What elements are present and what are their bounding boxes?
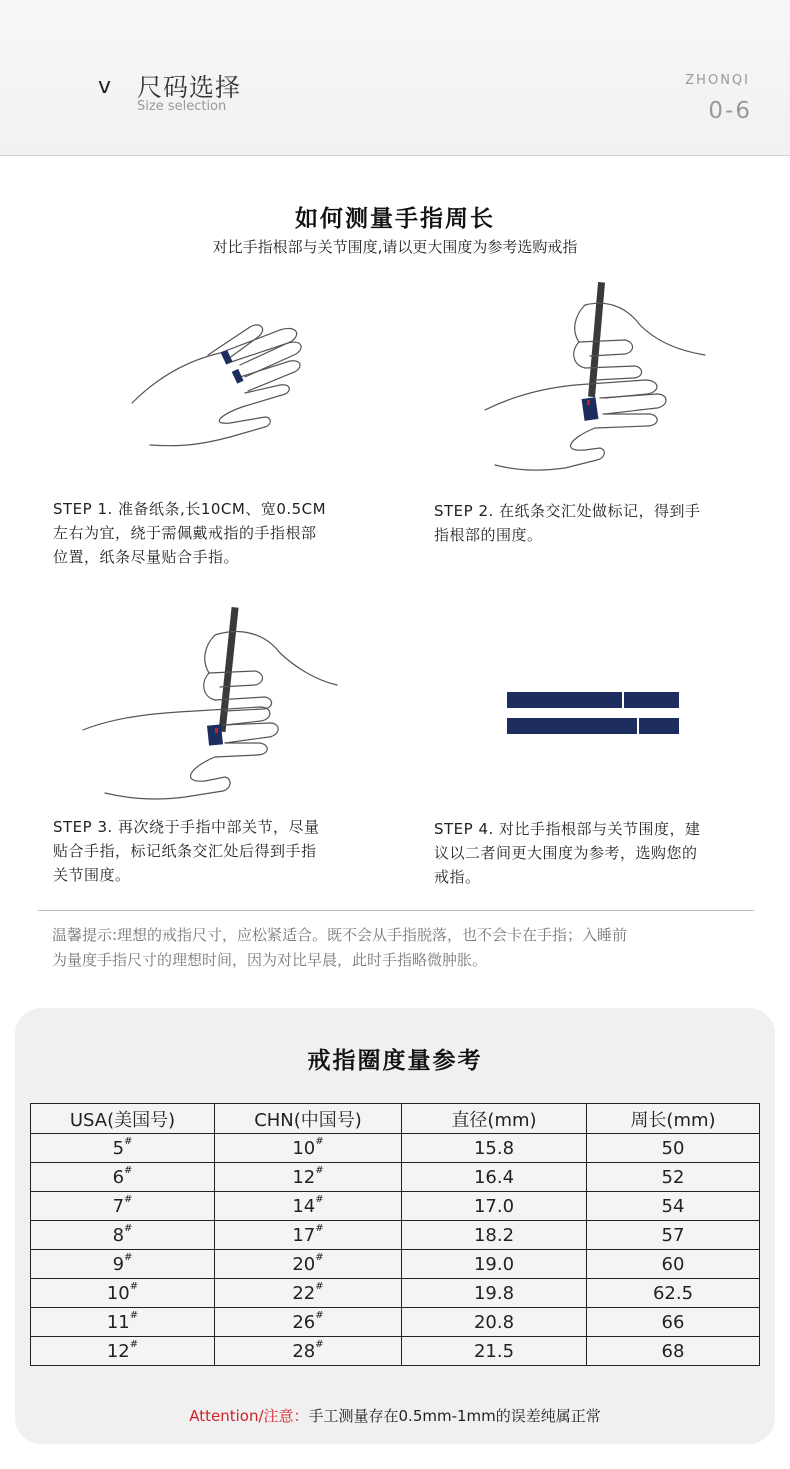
- chn-size-cell: [215, 1192, 402, 1221]
- cell-value: 20.8: [473, 1311, 515, 1333]
- header-chn: CHN(中国号): [215, 1104, 402, 1134]
- marking-knuckle-illustration: [75, 605, 345, 805]
- chn-size-cell: [215, 1134, 402, 1163]
- cell-value: 22: [292, 1282, 316, 1304]
- diameter-cell: [402, 1163, 587, 1192]
- cell-value: 52: [661, 1166, 685, 1188]
- size-mark: #: [315, 1309, 324, 1321]
- section-divider: [38, 910, 754, 911]
- size-mark: #: [129, 1309, 139, 1321]
- step-4-text: [434, 817, 764, 889]
- table-row: [31, 1163, 760, 1192]
- step-3-line-2: 贴合手指，标记纸条交汇处后得到手指: [53, 842, 317, 860]
- circumference-cell: [587, 1279, 760, 1308]
- circumference-cell: [587, 1250, 760, 1279]
- cell-value: 15.8: [473, 1137, 515, 1159]
- strip-knuckle-mark: [637, 718, 639, 734]
- table-row: [31, 1192, 760, 1221]
- chn-size-cell: [215, 1279, 402, 1308]
- step-3-line-1: STEP 3. 再次绕于手指中部关节，尽量: [53, 818, 320, 836]
- step-4-line-1: STEP 4. 对比手指根部与关节围度，建: [434, 820, 701, 838]
- cell-value: 50: [661, 1137, 685, 1159]
- measure-subtitle: 对比手指根部与关节围度,请以更大围度为参考选购戒指: [212, 238, 578, 256]
- section-number: 0-6: [708, 98, 752, 124]
- cell-value: 54: [661, 1195, 685, 1217]
- table-row: [31, 1337, 760, 1366]
- step-4-line-2: 议以二者间更大围度为参考，选购您的: [434, 844, 698, 862]
- circumference-cell: [587, 1337, 760, 1366]
- size-mark: #: [315, 1338, 324, 1350]
- measure-title: 如何测量手指周长: [295, 206, 495, 232]
- tip-line-1: 温馨提示:理想的戒指尺寸，应松紧适合。既不会从手指脱落，也不会卡在手指；入睡前: [52, 926, 628, 944]
- table-row: [31, 1308, 760, 1337]
- cell-value: 62.5: [652, 1282, 694, 1304]
- circumference-cell: [587, 1308, 760, 1337]
- page-title: 尺码选择: [137, 73, 242, 102]
- usa-size-cell: [31, 1250, 215, 1279]
- cell-value: 66: [661, 1311, 685, 1333]
- circumference-cell: [587, 1134, 760, 1163]
- header-usa: USA(美国号): [31, 1104, 215, 1134]
- step-1-line-1: STEP 1. 准备纸条,长10CM、宽0.5CM: [53, 500, 327, 518]
- cell-value: 19.8: [473, 1282, 515, 1304]
- usa-size-cell: [31, 1134, 215, 1163]
- tip-line-2: 为量度手指尺寸的理想时间，因为对比早晨，此时手指略微肿胀。: [52, 951, 488, 969]
- header-diameter: 直径(mm): [402, 1104, 587, 1134]
- size-mark: #: [124, 1135, 133, 1147]
- size-table: [30, 1103, 760, 1366]
- cell-value: 57: [661, 1224, 685, 1246]
- circumference-cell: [587, 1221, 760, 1250]
- step-2-line-2: 指根部的围度。: [434, 526, 543, 544]
- chn-size-cell: [215, 1163, 402, 1192]
- attention-label: Attention/注意：: [189, 1407, 309, 1425]
- size-mark: #: [124, 1164, 133, 1176]
- diameter-cell: [402, 1308, 587, 1337]
- usa-size-cell: [31, 1279, 215, 1308]
- step-3-line-3: 关节围度。: [53, 866, 131, 884]
- header-bar: [0, 0, 790, 156]
- cell-value: 20: [292, 1253, 316, 1275]
- cell-value: 5: [112, 1137, 125, 1159]
- size-mark: #: [315, 1251, 324, 1263]
- cell-value: 8: [112, 1224, 125, 1246]
- size-mark: #: [124, 1251, 133, 1263]
- diameter-cell: [402, 1337, 587, 1366]
- cell-value: 28: [292, 1340, 316, 1362]
- brand-name: ZHONQI: [685, 73, 750, 88]
- step-3-text: [53, 815, 393, 887]
- step-2-line-1: STEP 2. 在纸条交汇处做标记，得到手: [434, 502, 701, 520]
- size-table-title: 戒指圈度量参考: [307, 1048, 483, 1074]
- attention-note: [0, 1405, 790, 1426]
- usa-size-cell: [31, 1308, 215, 1337]
- cell-value: 14: [292, 1195, 316, 1217]
- circumference-cell: [587, 1163, 760, 1192]
- step-1-line-2: 左右为宜，绕于需佩戴戒指的手指根部: [53, 524, 317, 542]
- size-mark: #: [315, 1164, 324, 1176]
- cell-value: 17: [292, 1224, 316, 1246]
- size-mark: #: [315, 1193, 324, 1205]
- chn-size-cell: [215, 1308, 402, 1337]
- size-mark: #: [315, 1280, 324, 1292]
- usa-size-cell: [31, 1163, 215, 1192]
- diameter-cell: [402, 1250, 587, 1279]
- cell-value: 7: [112, 1195, 125, 1217]
- cell-value: 26: [292, 1311, 316, 1333]
- attention-text: 手工测量存在0.5mm-1mm的误差纯属正常: [308, 1407, 601, 1425]
- page-subtitle: Size selection: [137, 99, 227, 114]
- usa-size-cell: [31, 1221, 215, 1250]
- cell-value: 21.5: [473, 1340, 515, 1362]
- cell-value: 9: [112, 1253, 125, 1275]
- cell-value: 12: [292, 1166, 316, 1188]
- cell-value: 68: [661, 1340, 685, 1362]
- table-row: [31, 1279, 760, 1308]
- strip-base: [507, 692, 679, 708]
- cell-value: 10: [292, 1137, 316, 1159]
- size-mark: #: [129, 1280, 139, 1292]
- chn-size-cell: [215, 1337, 402, 1366]
- table-header-row: [31, 1104, 760, 1134]
- step-1-text: [53, 497, 383, 569]
- table-row: [31, 1221, 760, 1250]
- chn-size-cell: [215, 1221, 402, 1250]
- marking-base-illustration: [475, 280, 715, 475]
- strip-base-mark: [622, 692, 624, 708]
- chevron-down-icon[interactable]: v: [98, 74, 112, 99]
- cell-value: 6: [112, 1166, 125, 1188]
- diameter-cell: [402, 1134, 587, 1163]
- circumference-cell: [587, 1192, 760, 1221]
- size-mark: #: [315, 1135, 324, 1147]
- diameter-cell: [402, 1279, 587, 1308]
- step-4-line-3: 戒指。: [434, 868, 481, 886]
- size-mark: #: [124, 1222, 133, 1234]
- cell-value: 16.4: [473, 1166, 515, 1188]
- usa-size-cell: [31, 1192, 215, 1221]
- cell-value: 19.0: [473, 1253, 515, 1275]
- cell-value: 17.0: [473, 1195, 515, 1217]
- cell-value: 10: [106, 1282, 130, 1304]
- step-2-text: [434, 499, 764, 547]
- cell-value: 18.2: [473, 1224, 515, 1246]
- diameter-cell: [402, 1192, 587, 1221]
- diameter-cell: [402, 1221, 587, 1250]
- step-1-line-3: 位置，纸条尽量贴合手指。: [53, 548, 240, 566]
- usa-size-cell: [31, 1337, 215, 1366]
- compare-strips-illustration: [507, 692, 679, 734]
- tip-text: [52, 923, 742, 973]
- size-mark: #: [124, 1193, 133, 1205]
- header-circumference: 周长(mm): [587, 1104, 760, 1134]
- hand-strip-illustration: [120, 315, 320, 465]
- cell-value: 12: [106, 1340, 130, 1362]
- chn-size-cell: [215, 1250, 402, 1279]
- strip-knuckle: [507, 718, 679, 734]
- table-row: [31, 1250, 760, 1279]
- cell-value: 11: [106, 1311, 130, 1333]
- size-mark: #: [129, 1338, 139, 1350]
- size-mark: #: [315, 1222, 324, 1234]
- table-row: [31, 1134, 760, 1163]
- cell-value: 60: [661, 1253, 685, 1275]
